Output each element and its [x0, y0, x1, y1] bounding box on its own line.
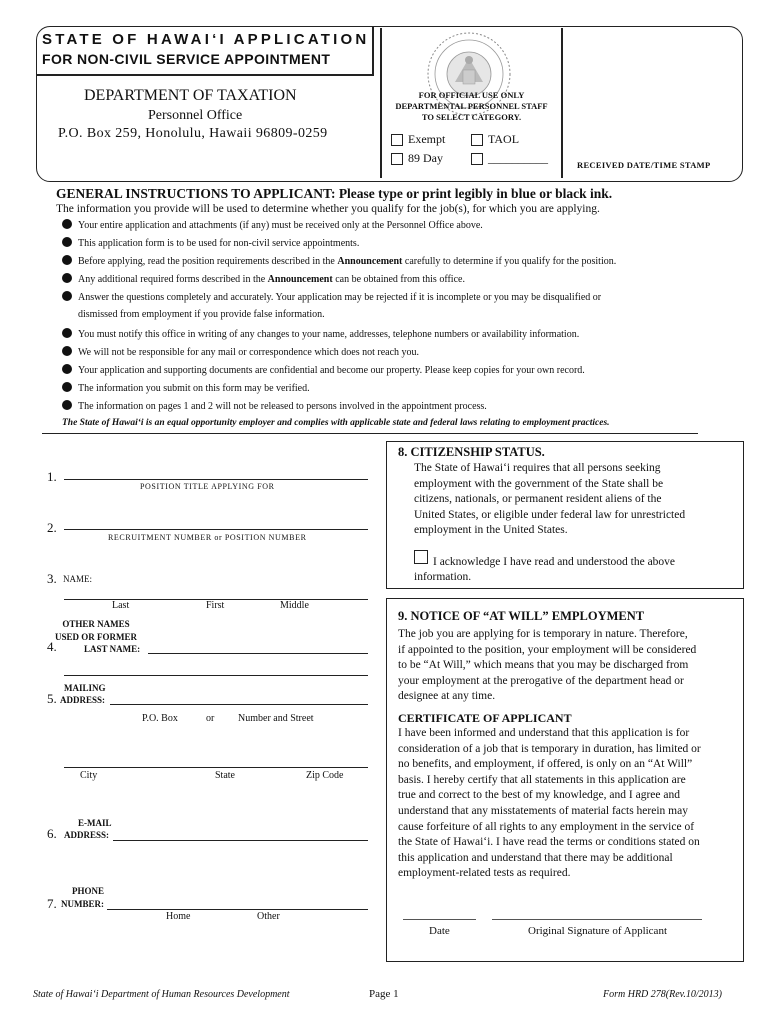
email-input[interactable]: [113, 840, 368, 841]
city-state-zip-input[interactable]: [64, 767, 368, 768]
instruction-item: This application form is to be used for non-civil service appointments.: [62, 237, 359, 249]
taol-checkbox[interactable]: [471, 134, 483, 146]
bullet-icon: [62, 328, 72, 338]
acknowledge-text-1: I acknowledge I have read and understood the above: [433, 556, 676, 568]
at-will-text: The job you are applying for is temporary in nature. Therefore, if appointed to the position, your employment will be considered to be “At Will,” which means that you may be discharged from your employment at the prerogative of the department head or designee at any time.: [398, 628, 697, 703]
bullet-icon: [62, 255, 72, 265]
bullet-icon: [62, 382, 72, 392]
bullet-icon: [62, 273, 72, 283]
instructions-intro: The information you provide will be used to determine whether you qualify for the job(s), for which you are applying.: [56, 203, 600, 215]
category-exempt[interactable]: Exempt: [391, 132, 445, 147]
middle-label: Middle: [280, 600, 309, 611]
header-divider-1: [380, 28, 382, 178]
first-label: First: [206, 600, 225, 611]
name-label: NAME:: [63, 574, 92, 584]
email-address-label: ADDRESS:: [64, 830, 110, 840]
category-other[interactable]: __________: [471, 151, 548, 166]
instruction-item: Your entire application and attachments (if any) must be received only at the Personnel Office above.: [62, 219, 483, 231]
bullet-icon: [62, 364, 72, 374]
instruction-item: The information on pages 1 and 2 will not be released to persons involved in the appointment process.: [62, 400, 487, 412]
certificate-text: I have been informed and understand that this application is for consideration of a job that is temporary in duration, has limited or no benefits, and employment, if offered, is only on an “At Will” basis. I hereby certify that all statements in this application are true and correct to the best of my knowledge, and I agree and understand that any misstatements of material facts herein may cause forfeiture of all rights to any employment in the service of the State of Hawai‘i. I have read the terms or conditions stated on this application and understand that there may be additional employment-related tests as required.: [398, 727, 701, 880]
email-label: E-MAIL: [78, 818, 112, 828]
bullet-icon: [62, 237, 72, 247]
form-title-line1: STATE OF HAWAI‘I APPLICATION: [42, 31, 370, 48]
address-label: ADDRESS:: [60, 695, 106, 705]
recruitment-number-label: RECRUITMENT NUMBER or POSITION NUMBER: [108, 533, 307, 542]
field4-number: 4.: [47, 639, 57, 654]
certificate-heading: CERTIFICATE OF APPLICANT: [398, 711, 572, 725]
header-divider-2: [561, 28, 563, 178]
po-box-label: P.O. Box: [142, 713, 178, 724]
instruction-item: Any additional required forms described in the Announcement can be obtained from this office.: [62, 273, 465, 285]
category-taol[interactable]: TAOL: [471, 132, 519, 147]
field6-number: 6.: [47, 826, 57, 841]
citizenship-heading: 8. CITIZENSHIP STATUS.: [398, 445, 545, 459]
signature-label: Original Signature of Applicant: [528, 925, 667, 937]
department-name: DEPARTMENT OF TAXATION: [84, 87, 297, 104]
recruitment-number-input[interactable]: [64, 529, 368, 530]
mailing-label: MAILING: [64, 683, 106, 693]
other-names-input[interactable]: [148, 653, 368, 654]
office-name: Personnel Office: [148, 108, 243, 123]
instruction-item: Before applying, read the position requirements described in the Announcement carefully to determine if you qualify for the position.: [62, 255, 616, 267]
other-phone-label: Other: [257, 911, 280, 922]
footer-department: State of Hawai‘i Department of Human Resources Development: [33, 989, 290, 1000]
instruction-item-continued: dismissed from employment if you provide false information.: [78, 309, 325, 320]
eeo-rule: [42, 433, 698, 434]
form-title-line2: FOR NON-CIVIL SERVICE APPOINTMENT: [42, 51, 331, 67]
bullet-icon: [62, 291, 72, 301]
zip-label: Zip Code: [306, 770, 344, 781]
office-address: P.O. Box 259, Honolulu, Hawaii 96809-0259: [58, 126, 328, 141]
eeo-statement: The State of Hawai‘i is an equal opportunity employer and complies with applicable state and federal laws relating to employment practices.: [62, 418, 610, 428]
instruction-item: Answer the questions completely and accurately. Your application may be rejected if it is incomplete or you may be disqualified or: [62, 291, 601, 303]
at-will-heading: 9. NOTICE OF “AT WILL” EMPLOYMENT: [398, 609, 645, 623]
other-checkbox[interactable]: [471, 153, 483, 165]
form-number: Form HRD 278(Rev.10/2013): [603, 989, 722, 1000]
last-name-label: LAST NAME:: [84, 644, 141, 654]
citizenship-text: The State of Hawai‘i requires that all persons seeking employment with the government of the State shall be citizens, nationals, or permanent resident aliens of the United States, or eligible under federal law for unrestricted employment in the United States.: [414, 462, 686, 537]
signature-input[interactable]: [492, 919, 702, 920]
stamp-label: RECEIVED DATE/TIME STAMP: [577, 160, 711, 170]
date-label: Date: [429, 925, 450, 937]
instruction-item: The information you submit on this form may be verified.: [62, 382, 310, 394]
position-title-label: POSITION TITLE APPLYING FOR: [140, 482, 275, 491]
field1-number: 1.: [47, 469, 57, 484]
89day-checkbox[interactable]: [391, 153, 403, 165]
phone-number-label: NUMBER:: [61, 899, 104, 909]
field5-number: 5.: [47, 691, 57, 706]
exempt-checkbox[interactable]: [391, 134, 403, 146]
field7-number: 7.: [47, 896, 57, 911]
bullet-icon: [62, 400, 72, 410]
bullet-icon: [62, 346, 72, 356]
instruction-item: Your application and supporting documents are confidential and become our property. Please keep copies for your own record.: [62, 364, 585, 376]
other-names-label: OTHER NAMES USED OR FORMER: [55, 619, 138, 642]
official-use-text: FOR OFFICIAL USE ONLY DEPARTMENTAL PERSONNEL STAFF TO SELECT CATEGORY.: [395, 90, 548, 122]
or-label: or: [206, 713, 215, 724]
instruction-item: You must notify this office in writing of any changes to your name, addresses, telephone numbers or availability information.: [62, 328, 579, 340]
state-label: State: [215, 770, 235, 781]
field3-number: 3.: [47, 571, 57, 586]
last-label: Last: [112, 600, 130, 611]
city-label: City: [80, 770, 98, 781]
number-street-label: Number and Street: [238, 713, 314, 724]
phone-label: PHONE: [72, 886, 105, 896]
acknowledge-checkbox[interactable]: [414, 550, 428, 564]
home-label: Home: [166, 911, 191, 922]
instruction-item: We will not be responsible for any mail or correspondence which does not reach you.: [62, 346, 419, 358]
bullet-icon: [62, 219, 72, 229]
position-title-input[interactable]: [64, 479, 368, 480]
acknowledge-text-2: information.: [414, 571, 472, 583]
instructions-heading: GENERAL INSTRUCTIONS TO APPLICANT: Please type or print legibly in blue or black ink.: [56, 186, 613, 201]
page-number: Page 1: [369, 988, 399, 1000]
field2-number: 2.: [47, 520, 57, 535]
mailing-address-input[interactable]: [110, 704, 368, 705]
category-89day[interactable]: 89 Day: [391, 151, 443, 166]
date-input[interactable]: [403, 919, 476, 920]
other-names-input-2[interactable]: [64, 675, 368, 676]
phone-input[interactable]: [107, 909, 368, 910]
